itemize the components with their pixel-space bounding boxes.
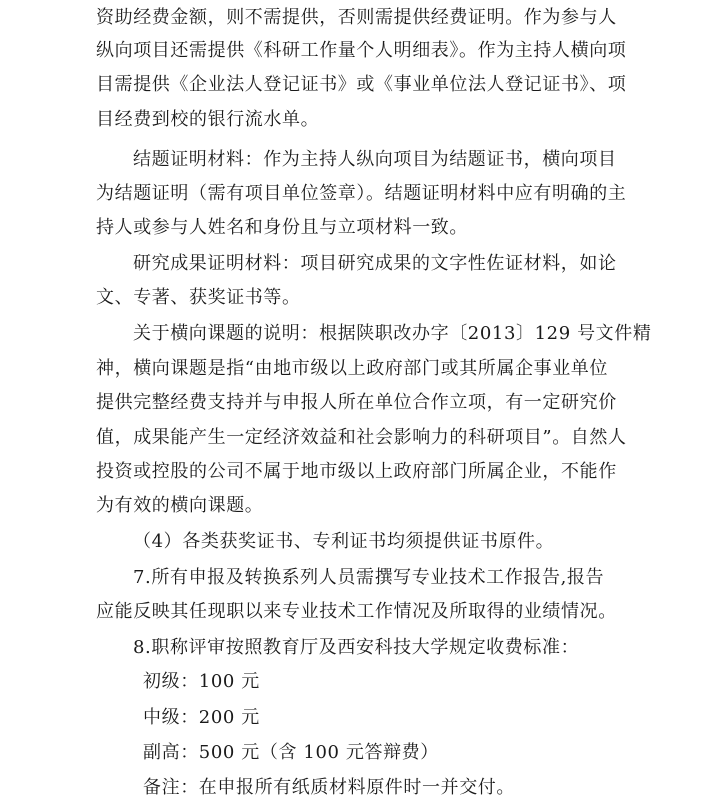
fee-item: 副高：500 元（含 100 元答辩费） — [143, 742, 439, 763]
paragraph-line: 文、专著、获奖证书等。 — [96, 287, 301, 308]
fee-item: 中级：200 元 — [143, 707, 260, 728]
paragraph-line: 资助经费金额，则不需提供，否则需提供经费证明。作为参与人 — [96, 7, 617, 28]
paragraph-line: 投资或控股的公司不属于地市级以上政府部门所属企业，不能作 — [96, 461, 617, 482]
paragraph-line: 值，成果能产生一定经济效益和社会影响力的科研项目”。自然人 — [96, 427, 627, 448]
paragraph-line: 提供完整经费支持并与申报人所在单位合作立项，有一定研究价 — [96, 392, 617, 413]
paragraph-line: 目经费到校的银行流水单。 — [96, 109, 320, 130]
list-item: （4）各类获奖证书、专利证书均须提供证书原件。 — [133, 531, 555, 552]
paragraph-line: 持人或参与人姓名和身份且与立项材料一致。 — [96, 217, 468, 238]
list-item: 8.职称评审按照教育厅及西安科技大学规定收费标准： — [133, 637, 580, 658]
paragraph-line: 神，横向课题是指“由地市级以上政府部门或其所属企事业单位 — [96, 358, 608, 379]
paragraph-line: 为有效的横向课题。 — [96, 495, 264, 516]
list-item: 7.所有申报及转换系列人员需撰写专业技术工作报告,报告 — [133, 567, 605, 588]
paragraph-line: 为结题证明（需有项目单位签章）。结题证明材料中应有明确的主 — [96, 183, 627, 204]
fee-item: 初级：100 元 — [143, 671, 260, 692]
paragraph-line: 研究成果证明材料：项目研究成果的文字性佐证材料，如论 — [133, 253, 617, 274]
paragraph-line: 应能反映其任现职以来专业技术工作情况及所取得的业绩情况。 — [96, 601, 617, 622]
paragraph-line: 结题证明材料：作为主持人纵向项目为结题证书，横向项目 — [133, 149, 617, 170]
note-line: 备注：在申报所有纸质材料原件时一并交付。 — [143, 777, 515, 798]
paragraph-line: 纵向项目还需提供《科研工作量个人明细表》。作为主持人横向项 — [96, 40, 627, 61]
paragraph-line: 关于横向课题的说明：根据陕职改办字〔2013〕129 号文件精 — [133, 323, 652, 344]
paragraph-line: 目需提供《企业法人登记证书》或《事业单位法人登记证书》、项 — [96, 74, 627, 95]
